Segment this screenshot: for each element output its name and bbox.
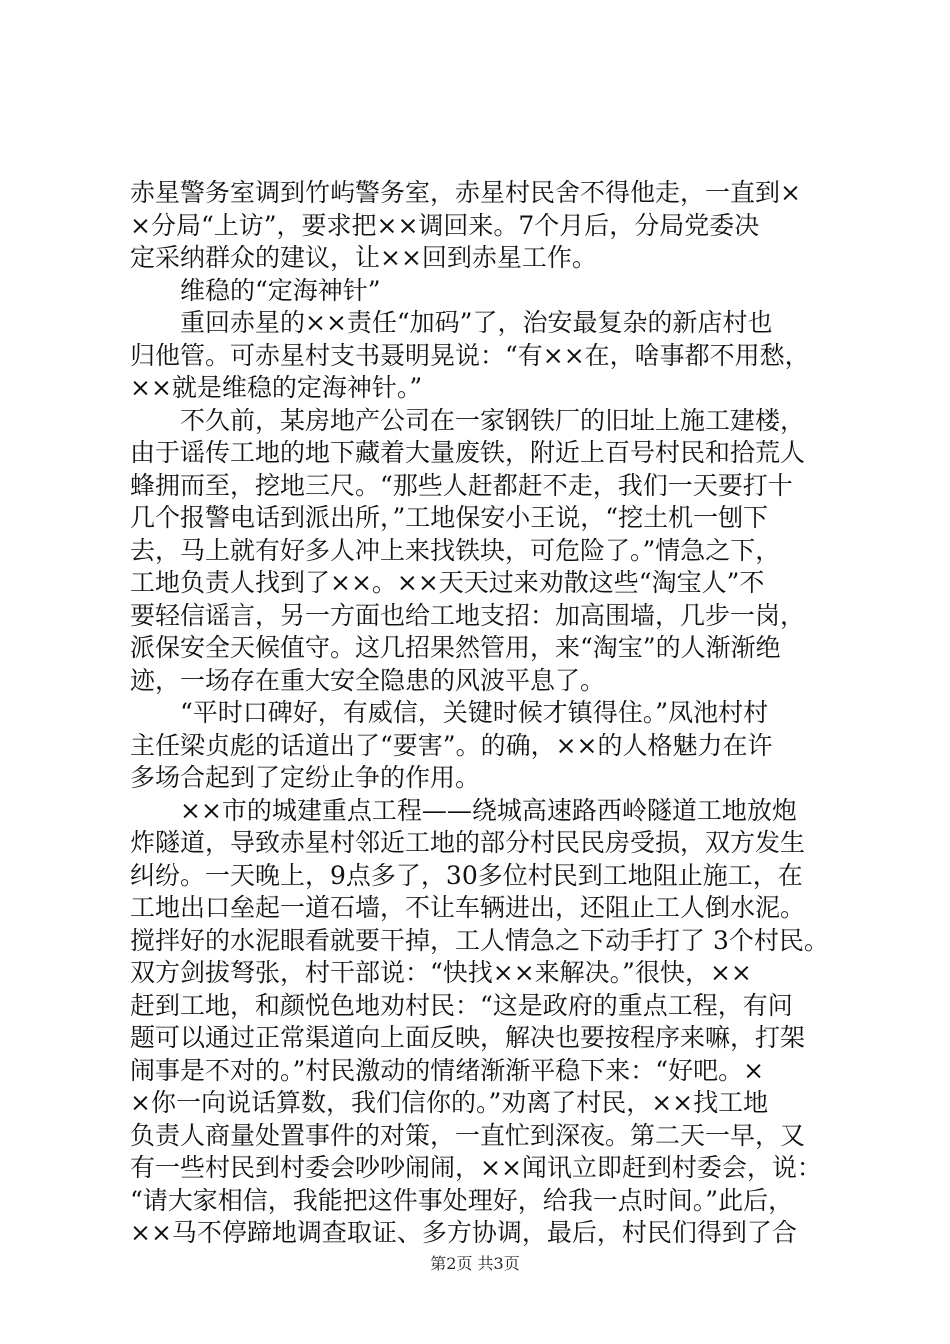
text-line: 去，马上就有好多人冲上来找铁块，可危险了。”情急之下， — [130, 535, 781, 565]
text-line: 负责人商量处置事件的对策，一直忙到深夜。第二天一早，又 — [130, 1120, 806, 1150]
text-line: 由于谣传工地的地下藏着大量废铁，附近上百号村民和拾荒人 — [130, 438, 806, 467]
text-line: 重回赤星的××责任“加码”了，治安最复杂的新店村也 — [130, 308, 773, 337]
text-line: “请大家相信，我能把这件事处理好，给我一点时间。”此后， — [130, 1185, 794, 1215]
text-line: 迹，一场存在重大安全隐患的风波平息了。 — [130, 665, 606, 695]
document-body — [130, 177, 830, 1250]
text-line: ××就是维稳的定海神针。” — [130, 373, 423, 402]
text-line: ××市的城建重点工程——绕城高速路西岭隧道工地放炮 — [130, 795, 797, 825]
text-line: “平时口碑好，有威信，关键时候才镇得住。”凤池村村 — [130, 698, 769, 727]
text-line: 有一些村民到村委会吵吵闹闹，××闻讯立即赶到村委会，说： — [130, 1153, 822, 1182]
text-line: 派保安全天候值守。这几招果然管用，来“淘宝”的人渐渐绝 — [130, 633, 781, 662]
text-line: 双方剑拔弩张，村干部说：“快找××来解决。”很快，×× — [130, 958, 752, 987]
text-line: 定采纳群众的建议，让××回到赤星工作。 — [130, 243, 597, 272]
text-line: 工地出口垒起一道石墙，不让车辆进出，还阻止工人倒水泥。 — [130, 893, 806, 922]
text-line: 纠纷。一天晚上，9点多了，30多位村民到工地阻止施工，在 — [130, 860, 803, 890]
text-line: 要轻信谣言，另一方面也给工地支招：加高围墙，几步一岗， — [130, 600, 806, 630]
text-line: 炸隧道，导致赤星村邻近工地的部分村民民房受损，双方发生 — [130, 828, 806, 857]
text-line: 赶到工地，和颜悦色地劝村民：“这是政府的重点工程，有问 — [130, 990, 793, 1020]
text-line: 蜂拥而至，挖地三尺。“那些人赶都赶不走，我们一天要打十 — [130, 470, 793, 500]
text-line: 赤星警务室调到竹屿警务室，赤星村民舍不得他走，一直到× — [130, 178, 801, 207]
page-footer: 第2页 共3页 — [430, 1254, 520, 1273]
text-line: 归他管。可赤星村支书聂明晃说：“有××在，啥事都不用愁， — [130, 340, 810, 370]
text-line: 闹事是不对的。”村民激动的情绪渐渐平稳下来：“好吧。× — [130, 1055, 765, 1085]
text-line: 工地负责人找到了××。××天天过来劝散这些“淘宝人”不 — [130, 568, 765, 597]
text-line: 维稳的“定海神针” — [130, 275, 381, 305]
text-line: 搅拌好的水泥眼看就要干掉，工人情急之下动手打了 3个村民。 — [130, 925, 829, 955]
text-line: ×你一向说话算数，我们信你的。”劝离了村民，××找工地 — [130, 1088, 769, 1117]
text-line: 主任梁贞彪的话道出了“要害”。的确，××的人格魅力在许 — [130, 730, 773, 760]
text-line: 不久前，某房地产公司在一家钢铁厂的旧址上施工建楼， — [130, 405, 806, 435]
text-line: 几个报警电话到派出所，”工地保安小王说，“挖土机一刨下 — [130, 503, 769, 532]
text-line: ××马不停蹄地调查取证、多方协调，最后，村民们得到了合 — [130, 1218, 797, 1247]
text-line: 多场合起到了定纷止争的作用。 — [130, 763, 481, 792]
text-line: 题可以通过正常渠道向上面反映，解决也要按程序来嘛，打架 — [130, 1023, 806, 1052]
text-line: ×分局“上访”，要求把××调回来。7个月后，分局党委决 — [130, 210, 760, 240]
